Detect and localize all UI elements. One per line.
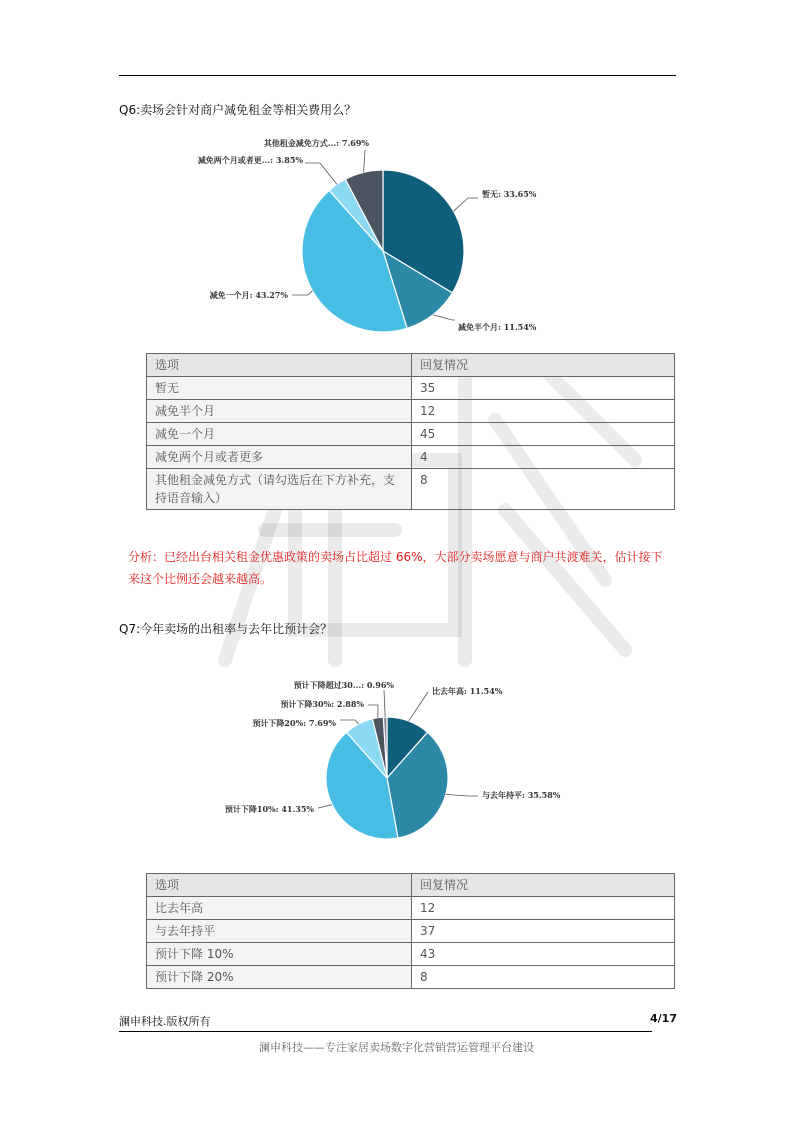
option-cell: 减免一个月 bbox=[147, 423, 412, 446]
q7-table bbox=[146, 873, 675, 989]
table-header-cell: 回复情况 bbox=[412, 874, 675, 897]
pie-slice-label: 与去年持平: 35.58% bbox=[482, 790, 561, 800]
pie-slice-label: 预计下降30%: 2.88% bbox=[280, 699, 364, 709]
table-row bbox=[147, 920, 675, 943]
pie-slice-label: 预计下降20%: 7.69% bbox=[252, 718, 336, 728]
option-cell: 其他租金减免方式（请勾选后在下方补充，支持语音输入） bbox=[147, 469, 412, 510]
option-cell: 预计下降 10% bbox=[147, 943, 412, 966]
option-cell: 与去年持平 bbox=[147, 920, 412, 943]
pie-slice-label: 比去年高: 11.54% bbox=[432, 686, 503, 696]
q6-title: Q6:卖场会针对商户减免租金等相关费用么？ bbox=[119, 103, 357, 117]
option-cell: 比去年高 bbox=[147, 897, 412, 920]
pie-leader-line bbox=[384, 690, 385, 717]
pie-slice-label: 减免半个月: 11.54% bbox=[458, 322, 537, 332]
pie-slice-label: 暂无: 33.65% bbox=[482, 189, 537, 199]
pie-slice-label: 减免一个月: 43.27% bbox=[209, 290, 288, 300]
count-cell: 8 bbox=[412, 469, 675, 510]
pie-slice-label: 预计下降超过30...: 0.96% bbox=[293, 680, 394, 690]
count-cell: 12 bbox=[412, 897, 675, 920]
option-cell: 预计下降 20% bbox=[147, 966, 412, 989]
option-cell: 暂无 bbox=[147, 377, 412, 400]
count-cell: 8 bbox=[412, 966, 675, 989]
table-header-cell: 选项 bbox=[147, 354, 412, 377]
pie-leader-line bbox=[409, 692, 428, 721]
option-cell: 减免两个月或者更多 bbox=[147, 446, 412, 469]
count-cell: 12 bbox=[412, 400, 675, 423]
footer-copyright: 澜申科技.版权所有 bbox=[119, 1015, 211, 1028]
count-cell: 45 bbox=[412, 423, 675, 446]
table-row bbox=[147, 943, 675, 966]
q6-analysis: 分析：已经出台相关租金优惠政策的卖场占比超过 66%，大部分卖场愿意与商户共渡难关，估计接下来这个比例还会越来越高。 bbox=[128, 550, 663, 586]
count-cell: 43 bbox=[412, 943, 675, 966]
q7-title: Q7:今年卖场的出租率与去年比预计会？ bbox=[119, 622, 333, 636]
pie-leader-line bbox=[446, 794, 478, 796]
footer-page-number: 4/17 bbox=[650, 1012, 677, 1025]
pie-leader-line bbox=[318, 805, 332, 808]
table-header-cell: 选项 bbox=[147, 874, 412, 897]
footer-slogan: 澜申科技——专注家居卖场数字化营销营运管理平台建设 bbox=[259, 1041, 534, 1054]
option-cell: 减免半个月 bbox=[147, 400, 412, 423]
pie-leader-line bbox=[340, 720, 359, 724]
table-row bbox=[147, 897, 675, 920]
pie-slice-label: 减免两个月或者更...: 3.85% bbox=[197, 155, 303, 165]
table-row bbox=[147, 966, 675, 989]
table-header-cell: 回复情况 bbox=[412, 354, 675, 377]
count-cell: 35 bbox=[412, 377, 675, 400]
pie-slice-label: 预计下降10%: 41.35% bbox=[224, 804, 314, 814]
table-header-row bbox=[147, 874, 675, 897]
pie-leader-line bbox=[368, 705, 378, 718]
count-cell: 37 bbox=[412, 920, 675, 943]
footer-rule bbox=[119, 1031, 652, 1032]
count-cell: 4 bbox=[412, 446, 675, 469]
pie-slice-label: 其他租金减免方式...: 7.69% bbox=[263, 138, 369, 148]
